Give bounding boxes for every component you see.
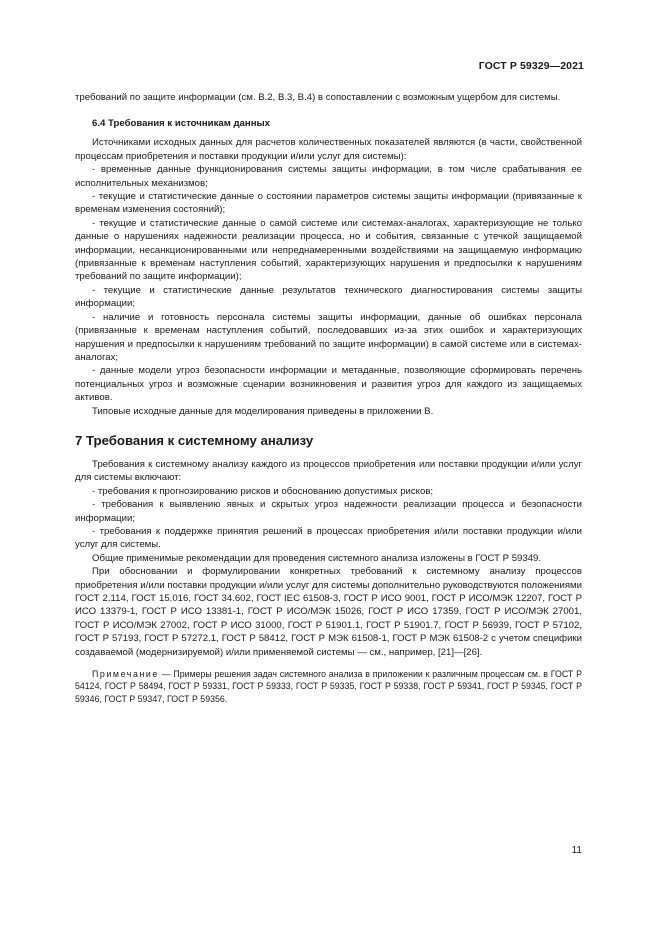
note-label: Примечание (92, 669, 159, 680)
paragraph: Типовые исходные данные для моделирования приведены в приложении В. (92, 405, 434, 417)
paragraph: Источниками исходных данных для расчетов количественных показателей являются (в части, свойственной процессам приобретения и поставки продукции и/или услуг для системы): (75, 137, 582, 162)
list-item: - требования к выявлению явных и скрытых угроз надежности реализации процесса и безопасности информации; (75, 499, 582, 524)
list-item: - данные модели угроз безопасности информации и метаданные, позволяющие сформировать перечень потенциальных угроз и возможные сценарии возникновения и развития угроз для каждого из защищаемых активов. (75, 365, 582, 404)
list-item: - текущие и статистические данные о самой системе или системах-аналогах, характеризующие не только данные о нарушениях надежности реализации процесса, но и события, связанные с утечкой защищаемой информации, несанкционированными или непреднамеренными воздействиями на защищаемую информацию (привязанные к временам наступления событий, характеризующих нарушения и предпосылки к нарушениям требований по защите информации); (75, 217, 582, 283)
paragraph: Общие применимые рекомендации для проведения системного анализа изложены в ГОСТ Р 59349. (92, 552, 542, 564)
continuation-paragraph: требований по защите информации (см. В.2, В.3, В.4) в сопоставлении с возможным ущербом для системы. (75, 92, 561, 103)
document-code: ГОСТ Р 59329—2021 (478, 60, 584, 72)
list-item: - требования к поддержке принятия решений в процессах приобретения и/или поставки продукции и/или услуг для системы. (75, 525, 582, 551)
paragraph: При обосновании и формулировании конкретных требований к системному анализу процессов приобретения и/или поставки продукции и/или услуг для системы дополнительно руководствуются положениями ГОСТ 2.114, ГОСТ 15.016, ГОСТ 34.602, ГОСТ IEC 61508-3, ГОСТ Р ИСО 9001, ГОСТ Р ИСО/МЭК 12207, ГОСТ Р ИСО 13379-1, ГОСТ Р ИСО 13381-1, ГОСТ Р ИСО/МЭК 15026, ГОСТ Р ИСО 17359, ГОСТ Р ИСО/МЭК 27001, ГОСТ Р ИСО/МЭК 27002, ГОСТ Р ИСО 31000, ГОСТ Р 51901.1, ГОСТ Р 51901.7, ГОСТ Р 56939, ГОСТ Р 57102, ГОСТ Р 57193, ГОСТ Р 57272.1, ГОСТ Р 58412, ГОСТ Р МЭК 61508-1, ГОСТ Р МЭК 61508-2 с учетом специфики создаваемой (модернизируемой) и/или применяемой системы — см., например, [21]—[26]. (75, 566, 582, 658)
list-item: - текущие и статистические данные результатов технического диагностирования системы защиты информации; (75, 284, 582, 310)
page-content (75, 91, 582, 705)
page-number: 11 (571, 845, 582, 856)
list-item: - текущие и статистические данные о состоянии параметров системы защиты информации (привязанные к временам изменения состояний); (75, 191, 582, 216)
list-item: - временные данные функционирования системы защиты информации, в том числе срабатывания ее исполнительных механизмов; (75, 164, 582, 189)
list-item: - требования к прогнозированию рисков и обоснованию допустимых рисков; (92, 485, 434, 497)
note (75, 668, 582, 705)
section-7-heading: 7 Требования к системному анализу (75, 432, 314, 448)
paragraph: Требования к системному анализу каждого из процессов приобретения или поставки продукции и/или услуг для системы включают: (75, 458, 582, 484)
list-item: - наличие и готовность персонала системы защиты информации, данные об ошибках персонала (привязанные к временам наступления событий, последовавших из-за этих ошибок и характеризующих нарушения и предпосылки к нарушениям требований по защите информации) в самой системе или в системах-аналогах; (75, 311, 582, 363)
note-text: — Примеры решения задач системного анализа в приложении к различным процессам см. в ГОСТ Р 54124, ГОСТ Р 58494, ГОСТ Р 59331, ГОСТ Р 59333, ГОСТ Р 59335, ГОСТ Р 59338, ГОСТ Р 59341, ГОСТ Р 59345, ГОСТ Р 59346, ГОСТ Р 59347, ГОСТ Р 59356. (75, 669, 582, 704)
section-6-4-heading: 6.4 Требования к источникам данных (92, 118, 271, 130)
